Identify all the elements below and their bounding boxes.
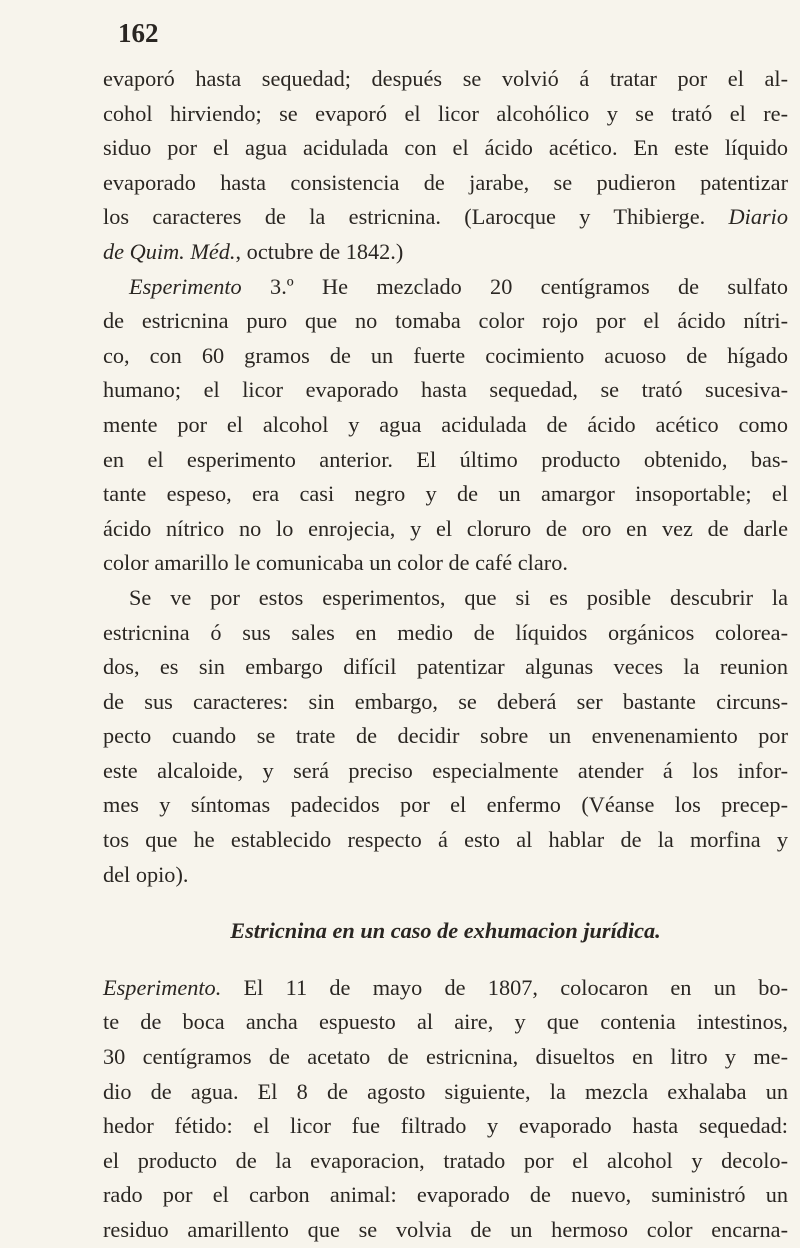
text-line: mente por el alcohol y agua acidulada de ácido acético como bbox=[103, 411, 788, 437]
text-line: evaporó hasta sequedad; después se volvió á tratar por el al- bbox=[103, 66, 788, 91]
text-line: residuo amarillento que se volvia de un hermoso color encarna- bbox=[103, 1217, 788, 1242]
text-line: siduo por el agua acidulada con el ácido acético. En este líquido bbox=[103, 135, 788, 161]
journal-title-cont: de Quim. Méd. bbox=[103, 238, 236, 264]
text-line: del opio). bbox=[103, 861, 189, 887]
text-line: pecto cuando se trate de decidir sobre un envenenamiento por bbox=[103, 723, 788, 749]
page-body bbox=[103, 62, 788, 1248]
experiment-label: Esperimento. bbox=[103, 974, 222, 1000]
text-line: 30 centígramos de acetato de estricnina, disueltos en litro y me- bbox=[103, 1044, 788, 1070]
text-line bbox=[103, 971, 788, 1006]
text-line bbox=[103, 235, 788, 270]
text-line: ácido nítrico no lo enrojecia, y el cloruro de oro en vez de darle bbox=[103, 515, 788, 541]
citation-authors: los caracteres de la estricnina. (Larocque y Thibierge. bbox=[103, 204, 706, 230]
text-line: mes y síntomas padecidos por el enfermo (Véanse los precep- bbox=[103, 792, 788, 818]
text-line: en el esperimento anterior. El último producto obtenido, bas- bbox=[103, 446, 788, 472]
experiment-label: Esperimento bbox=[129, 273, 242, 299]
text-line: te de boca ancha espuesto al aire, y que contenia intestinos, bbox=[103, 1009, 788, 1035]
text-line: este alcaloide, y será preciso especialmente atender á los infor- bbox=[103, 757, 788, 783]
text-line: rado por el carbon animal: evaporado de nuevo, suministró un bbox=[103, 1182, 788, 1208]
experiment-text: 3.º He mezclado 20 centígramos de sulfato bbox=[270, 273, 789, 299]
text-line: hedor fétido: el licor fue filtrado y evaporado hasta sequedad: bbox=[103, 1113, 788, 1139]
spacer bbox=[103, 949, 788, 971]
text-line: de sus caracteres: sin embargo, se deberá ser bastante circuns- bbox=[103, 688, 788, 714]
text-line: Se ve por estos esperimentos, que si es posible descubrir la bbox=[129, 584, 788, 610]
text-line: el producto de la evaporacion, tratado por el alcohol y decolo- bbox=[103, 1147, 788, 1173]
experiment-text: El 11 de mayo de 1807, colocaron en un bo- bbox=[243, 974, 789, 1000]
text-line: tante espeso, era casi negro y de un amargor insoportable; el bbox=[103, 481, 788, 507]
citation-date: , octubre de 1842.) bbox=[235, 238, 404, 264]
text-line: evaporado hasta consistencia de jarabe, se pudieron patentizar bbox=[103, 169, 788, 195]
text-line bbox=[103, 270, 788, 305]
text-line: dio de agua. El 8 de agosto siguiente, la mezcla exhalaba un bbox=[103, 1078, 788, 1104]
text-line bbox=[103, 200, 788, 235]
text-line: estricnina ó sus sales en medio de líquidos orgánicos colorea- bbox=[103, 619, 788, 645]
text-line: color amarillo le comunicaba un color de café claro. bbox=[103, 550, 568, 576]
spacer bbox=[103, 892, 788, 914]
text-line: co, con 60 gramos de un fuerte cocimiento acuoso de hígado bbox=[103, 342, 788, 368]
section-heading: Estricnina en un caso de exhumacion jurídica. bbox=[230, 918, 661, 944]
text-line: cohol hirviendo; se evaporó el licor alcohólico y se trató el re- bbox=[103, 100, 788, 126]
text-line: de estricnina puro que no tomaba color rojo por el ácido nítri- bbox=[103, 308, 788, 334]
page-number: 162 bbox=[118, 18, 159, 48]
text-line: dos, es sin embargo difícil patentizar algunas veces la reunion bbox=[103, 654, 788, 680]
text-line: humano; el licor evaporado hasta sequedad, se trató sucesiva- bbox=[103, 377, 788, 403]
journal-title: Diario bbox=[728, 204, 789, 230]
text-line: tos que he establecido respecto á esto al hablar de la morfina y bbox=[103, 827, 788, 853]
